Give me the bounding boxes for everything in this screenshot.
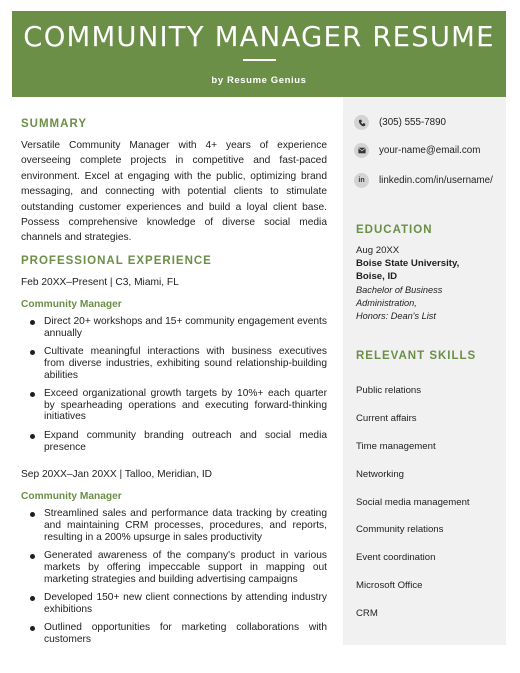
bullet-item (21, 622, 327, 646)
job-bullets (21, 316, 327, 453)
bullet-dot (30, 626, 35, 631)
job-meta: Feb 20XX–Present | C3, Miami, FL (21, 276, 179, 288)
education-date: Aug 20XX (356, 245, 400, 256)
education-degree: Bachelor of Business (356, 284, 443, 295)
summary-text: Versatile Community Manager with 4+ years of experience overseeing complete projects in competitive and fast-paced environment. Excel at engaging with the public, optimizing brand messaging, and connecting with potential clients to stimulate outstanding customer experiences and build a loyal client base. Possess comprehensive knowledge of diverse social media channels and strategies. (21, 140, 327, 244)
bullet-dot (30, 350, 35, 355)
skill-item: Networking (356, 469, 404, 480)
skills-heading: RELEVANT SKILLS (356, 350, 477, 362)
skill-item: Social media management (356, 497, 470, 508)
bullet-text: Developed 150+ new client connections by attending industry exhibitions (44, 592, 327, 615)
job-bullets (21, 508, 327, 645)
title-divider (243, 59, 276, 61)
bullet-item (21, 508, 327, 543)
bullet-item (21, 346, 327, 381)
bullet-item (21, 430, 327, 454)
education-section (356, 224, 459, 323)
bullet-dot (30, 512, 35, 517)
resume-header (12, 11, 506, 97)
linkedin-icon: in (354, 173, 369, 188)
skills-heading-wrap (356, 350, 476, 362)
skill-item: Community relations (356, 524, 444, 535)
email-text[interactable]: your-name@email.com (379, 145, 481, 156)
skill-item: Microsoft Office (356, 580, 423, 591)
bullet-item (21, 592, 327, 616)
bullet-dot (30, 392, 35, 397)
skill-item: Public relations (356, 385, 422, 396)
phone-text: (305) 555-7890 (379, 117, 446, 128)
skill-item: CRM (356, 608, 378, 619)
education-school: Boise State University, (356, 258, 460, 270)
skill-item: Current affairs (356, 413, 417, 424)
contact-linkedin (354, 173, 493, 188)
bullet-dot (30, 596, 35, 601)
job-role: Community Manager (21, 491, 122, 503)
summary-heading: SUMMARY (21, 118, 87, 130)
skill-item: Event coordination (356, 552, 436, 563)
bullet-dot (30, 554, 35, 559)
job-role: Community Manager (21, 298, 122, 310)
education-heading: EDUCATION (356, 224, 433, 236)
bullet-text: Outlined opportunities for marketing collaborations with customers (44, 622, 327, 645)
job-entry (21, 277, 327, 453)
job-entry (21, 469, 327, 645)
linkedin-text[interactable]: linkedin.com/in/username/ (379, 175, 493, 186)
envelope-icon (354, 143, 369, 158)
sidebar (343, 97, 506, 645)
education-honors: Honors: Dean's List (356, 311, 436, 322)
bullet-text: Exceed organizational growth targets by 10%+ each quarter by spearheading operations and executing forward-thinking initiatives (44, 387, 327, 423)
job-meta: Sep 20XX–Jan 20XX | Talloo, Meridian, ID (21, 469, 213, 481)
education-details (356, 244, 459, 323)
bullet-text: Generated awareness of the company's product in various markets by offering impeccable support in mapping out marketing strategies and building advertising campaigns (44, 550, 327, 585)
skill-item: Time management (356, 441, 436, 452)
education-location: Boise, ID (356, 271, 398, 283)
bullet-text: Cultivate meaningful interactions with business executives from diverse industries, exhibiting sound relationship-building abilities (44, 345, 327, 381)
bullet-text: Streamlined sales and performance data tracking by creating and maintaining CRM processes, procedures, and reports, resulting in a 200% upsurge in sales productivity (44, 508, 327, 543)
education-degree-cont: Administration, (356, 297, 417, 308)
bullet-text: Direct 20+ workshops and 15+ community engagement events annually (44, 315, 327, 339)
byline: by Resume Genius (211, 74, 307, 86)
phone-icon (354, 115, 369, 130)
experience-heading: PROFESSIONAL EXPERIENCE (21, 254, 212, 267)
bullet-item (21, 316, 327, 340)
contact-phone (354, 115, 446, 130)
bullet-dot (30, 320, 35, 325)
bullet-item (21, 550, 327, 585)
bullet-text: Expand community branding outreach and social media presence (44, 429, 327, 453)
resume-title: COMMUNITY MANAGER RESUME (23, 21, 495, 53)
contact-email (354, 143, 480, 158)
main-column (21, 118, 327, 652)
bullet-dot (30, 434, 35, 439)
bullet-item (21, 388, 327, 423)
